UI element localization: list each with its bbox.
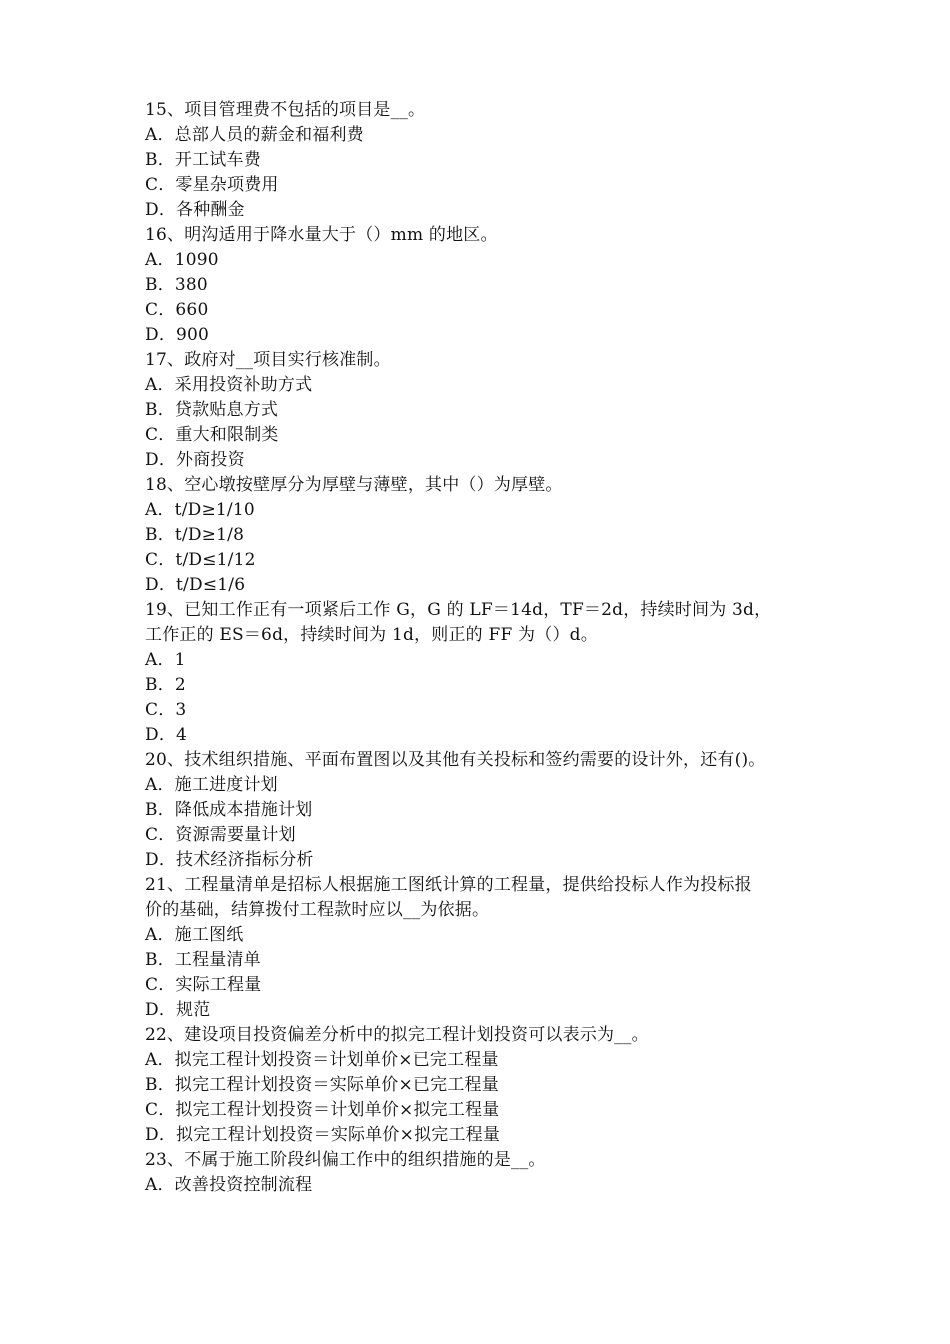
option-d: D．外商投资 (145, 450, 245, 470)
option-b: B．开工试车费 (145, 150, 261, 170)
option-b: B．工程量清单 (145, 950, 261, 970)
option-c: C．t/D≤1/12 (145, 550, 256, 570)
option-a: A．总部人员的薪金和福利费 (145, 125, 364, 145)
option-c: C．零星杂项费用 (145, 175, 279, 195)
option-b: B．降低成本措施计划 (145, 800, 313, 820)
option-c: C．3 (145, 700, 187, 720)
question-stem: 22、建设项目投资偏差分析中的拟完工程计划投资可以表示为__。 (145, 1025, 649, 1045)
question-stem: 18、空心墩按壁厚分为厚壁与薄壁，其中（）为厚壁。 (145, 475, 563, 495)
option-a: A．施工进度计划 (145, 775, 278, 795)
option-b: B．t/D≥1/8 (145, 525, 245, 545)
question-stem-line-2: 价的基础，结算拨付工程款时应以__为依据。 (145, 900, 490, 920)
option-d: D．4 (145, 725, 188, 745)
option-c: C．实际工程量 (145, 975, 262, 995)
option-c: C．拟完工程计划投资＝计划单价×拟完工程量 (145, 1100, 500, 1120)
option-a: A．改善投资控制流程 (145, 1175, 313, 1195)
option-d: D．各种酬金 (145, 200, 245, 220)
option-a: A．1090 (145, 250, 219, 270)
option-c: C．重大和限制类 (145, 425, 279, 445)
option-d: D．t/D≤1/6 (145, 575, 246, 595)
option-b: B．贷款贴息方式 (145, 400, 279, 420)
question-stem: 15、项目管理费不包括的项目是__。 (145, 100, 426, 120)
question-stem-line-1: 19、已知工作正有一项紧后工作 G，G 的 LF＝14d，TF＝2d，持续时间为 3d， (145, 600, 772, 620)
option-a: A．拟完工程计划投资＝计划单价×已完工程量 (145, 1050, 499, 1070)
option-a: A．施工图纸 (145, 925, 244, 945)
question-stem: 17、政府对__项目实行核准制。 (145, 350, 391, 370)
option-b: B．拟完工程计划投资＝实际单价×已完工程量 (145, 1075, 499, 1095)
question-stem-line-2: 工作正的 ES＝6d，持续时间为 1d，则正的 FF 为（）d。 (145, 625, 598, 645)
question-list (145, 98, 815, 1198)
option-d: D．拟完工程计划投资＝实际单价×拟完工程量 (145, 1125, 501, 1145)
question-stem-line-1: 21、工程量清单是招标人根据施工图纸计算的工程量，提供给投标人作为投标报 (145, 875, 752, 895)
option-c: C．资源需要量计划 (145, 825, 296, 845)
option-a: A．1 (145, 650, 186, 670)
option-d: D．规范 (145, 1000, 211, 1020)
question-stem: 23、不属于施工阶段纠偏工作中的组织措施的是__。 (145, 1150, 546, 1170)
option-a: A．采用投资补助方式 (145, 375, 313, 395)
option-b: B．380 (145, 275, 208, 295)
option-a: A．t/D≥1/10 (145, 500, 255, 520)
question-stem: 20、技术组织措施、平面布置图以及其他有关投标和签约需要的设计外，还有()。 (145, 750, 766, 770)
option-d: D．技术经济指标分析 (145, 850, 314, 870)
option-b: B．2 (145, 675, 186, 695)
option-c: C．660 (145, 300, 209, 320)
option-d: D．900 (145, 325, 210, 345)
question-stem: 16、明沟适用于降水量大于（）mm 的地区。 (145, 225, 498, 245)
